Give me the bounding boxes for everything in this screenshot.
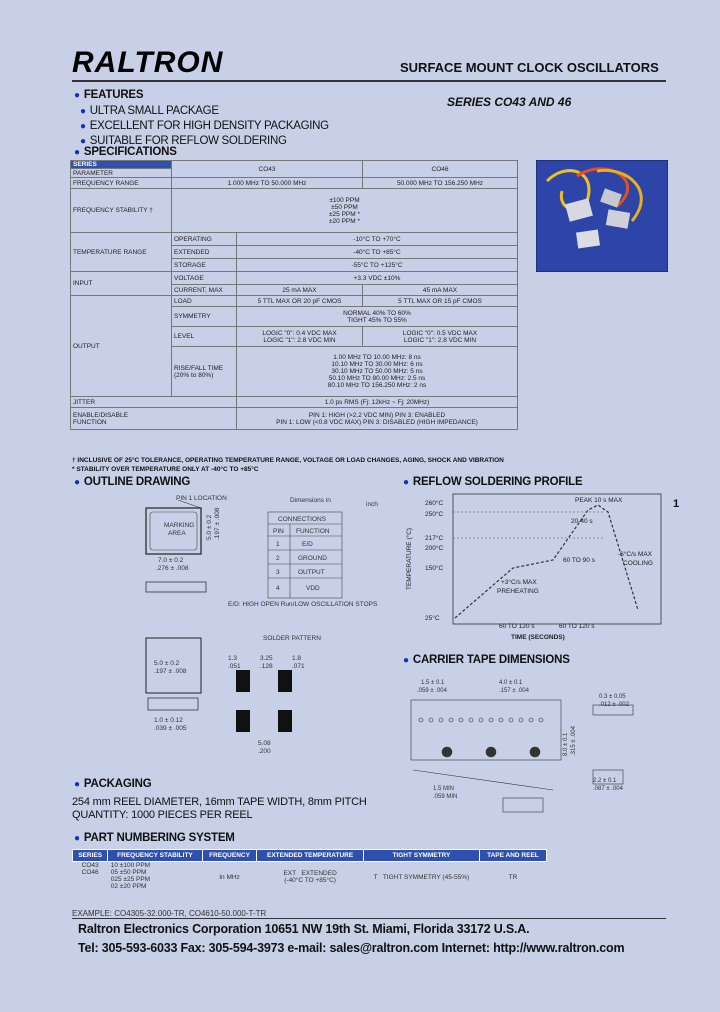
bullet-icon: ● xyxy=(403,477,409,488)
spec-value: PIN 1: HIGH (>2.2 VDC MIN) PIN 3: ENABLED PIN 1: LOW (<0.8 VDC MAX) PIN 3: DISABLED (HIGH IMPEDANCE) xyxy=(237,408,518,430)
pin-number: 1 xyxy=(276,541,280,548)
spec-value: NORMAL 40% TO 60% TIGHT 45% TO 55% xyxy=(237,307,518,327)
sp-bottom: 5.08 xyxy=(258,740,271,747)
reflow-x-label: TIME (SECONDS) xyxy=(511,634,565,641)
reflow-heading: ● REFLOW SOLDERING PROFILE xyxy=(403,476,583,488)
pn-symmetry: T TIGHT SYMMETRY (45-55%) xyxy=(373,874,470,881)
col-co46: CO46 xyxy=(363,161,518,178)
spec-value: 45 mA MAX xyxy=(363,285,518,296)
part-number-example: EXAMPLE: CO4305-32.000-TR, CO4610-50.000-T-TR xyxy=(72,909,267,918)
pin-function: OUTPUT xyxy=(298,569,325,576)
reflow-chart xyxy=(403,490,665,645)
carrier-dim: .059 ± .004 xyxy=(417,688,447,694)
bullet-icon: ● xyxy=(74,90,80,101)
reflow-cool-2: COOLING xyxy=(623,560,653,567)
product-photo-art xyxy=(537,161,667,271)
reflow-preheat-2: PREHEATING xyxy=(497,588,539,595)
spec-sublabel: VOLTAGE xyxy=(172,272,237,285)
bullet-icon: ● xyxy=(74,147,80,158)
carrier-dim: .157 ± .004 xyxy=(499,688,529,694)
dim-bottom-2-inch: .039 ± .005 xyxy=(154,725,187,732)
dim-bottom-side: 5.0 ± 0.2 xyxy=(154,660,180,667)
pin1-location: PIN 1 LOCATION xyxy=(176,495,227,502)
spec-value: LOGIC "0": 0.5 VDC MAX LOGIC "1": 2.8 VDC MIN xyxy=(363,327,518,347)
func-header: FUNCTION xyxy=(296,528,330,535)
sp-bottom-inch: .200 xyxy=(258,748,271,755)
solder-pattern-label: SOLDER PATTERN xyxy=(263,635,321,642)
bullet-icon: ● xyxy=(403,655,409,666)
dims-label: Dimensions in xyxy=(290,497,331,504)
spec-table xyxy=(70,160,518,430)
spec-value: +3.3 VDC ±10% xyxy=(237,272,518,285)
pn-header-tape: TAPE AND REEL xyxy=(479,850,546,862)
sp-dim: 3.25 xyxy=(260,655,273,662)
outline-drawing xyxy=(118,490,398,770)
pin-number: 2 xyxy=(276,555,280,562)
outline-heading: ● OUTLINE DRAWING xyxy=(74,476,191,488)
packaging-heading: ● PACKAGING xyxy=(74,778,152,790)
spec-value: 1.00 MHz TO 10.00 MHz: 8 ns 10.10 MHz TO 30.00 MHz: 6 ns 30.10 MHz TO 50.00 MHz: 5 ns 50.10 MHz TO 80.00 MHz: 2.5 ns 80.10 MHz TO 156.250 MHz: 2 ns xyxy=(237,347,518,397)
spec-value: 5 TTL MAX OR 20 pF CMOS xyxy=(237,296,363,307)
pin-number: 3 xyxy=(276,569,280,576)
spec-value: 1.0 ps RMS (Fj: 12kHz ~ Fj: 20MHz) xyxy=(237,397,518,408)
reflow-t60-120: 60 TO 120 s xyxy=(499,623,535,630)
spec-label: JITTER xyxy=(71,397,237,408)
pin-table-title: CONNECTIONS xyxy=(278,516,327,523)
spec-label: INPUT xyxy=(71,272,172,296)
spec-label: FREQUENCY STABILITY † xyxy=(71,189,172,233)
pin-function: GROUND xyxy=(298,555,327,562)
reflow-tick: 25°C xyxy=(425,615,440,622)
ed-note: E/D: HIGH OPEN Run/LOW OSCILLATION STOPS xyxy=(228,601,378,608)
pn-header-frequency: FREQUENCY xyxy=(202,850,257,862)
footer-contact: Tel: 305-593-6033 Fax: 305-594-3973 e-mail: sales@raltron.com Internet: http://www.raltron.com xyxy=(78,941,625,955)
col-co43: CO43 xyxy=(172,161,363,178)
logo-text: RALTRON xyxy=(72,46,224,79)
part-number-table xyxy=(72,849,547,890)
carrier-heading: ● CARRIER TAPE DIMENSIONS xyxy=(403,654,570,666)
pn-header-series: SERIES xyxy=(73,850,108,862)
pn-ext-temp: EXT EXTENDED (-40°C TO +85°C) xyxy=(283,870,337,884)
features-heading: ● FEATURES xyxy=(74,89,144,101)
raltron-logo xyxy=(72,48,226,78)
spec-sublabel: OPERATING xyxy=(172,233,237,246)
dim-side: 5.0 ± 0.2 xyxy=(206,514,213,540)
packaging-line-1: 254 mm REEL DIAMETER, 16mm TAPE WIDTH, 8mm PITCH xyxy=(72,796,367,808)
feature-item: ● EXCELLENT FOR HIGH DENSITY PACKAGING xyxy=(80,120,329,132)
carrier-dim: 4.0 ± 0.1 xyxy=(499,680,523,686)
page-number: 1 xyxy=(673,498,680,510)
footer-rule xyxy=(72,918,666,919)
reflow-tick: 200°C xyxy=(425,545,444,552)
dim-top-inch: .276 ± .008 xyxy=(156,565,189,572)
bullet-icon: ● xyxy=(74,833,80,844)
carrier-tape-drawing xyxy=(403,670,665,830)
footer-address: Raltron Electronics Corporation 10651 NW 19th St. Miami, Florida 33172 U.S.A. xyxy=(78,922,530,936)
carrier-dim: .315 ± .004 xyxy=(571,726,577,756)
spec-label: TEMPERATURE RANGE xyxy=(71,233,172,272)
pn-series: CO43 CO46 xyxy=(81,862,99,876)
pin-function: VDD xyxy=(306,585,320,592)
spec-value: 50.000 MHz TO 156.250 MHz xyxy=(363,178,518,189)
param-label: PARAMETER xyxy=(71,169,172,178)
spec-label: FREQUENCY RANGE xyxy=(71,178,172,189)
bullet-icon: ● xyxy=(74,477,80,488)
sp-dim: .051 xyxy=(228,663,241,670)
carrier-dim: 2.2 ± 0.1 xyxy=(593,778,617,784)
marking-label-2: AREA xyxy=(168,530,186,537)
carrier-dim: 8.0 ± 0.1 xyxy=(563,732,569,756)
spec-sublabel: LEVEL xyxy=(172,327,237,347)
reflow-t20-40: 20-40 s xyxy=(571,518,593,525)
dim-side-inch: .197 ± .008 xyxy=(214,507,221,540)
marking-label-1: MARKING xyxy=(164,522,195,529)
specs-heading: ● SPECIFICATIONS xyxy=(74,146,177,158)
spec-sublabel: CURRENT, MAX xyxy=(172,285,237,296)
sp-dim: .071 xyxy=(292,663,305,670)
sp-dim: .128 xyxy=(260,663,273,670)
pin-number: 4 xyxy=(276,585,280,592)
pn-tape: TR xyxy=(508,874,518,881)
reflow-peak: PEAK 10 s MAX xyxy=(575,497,623,504)
spec-sublabel: RISE/FALL TIME (20% to 80%) xyxy=(172,347,237,397)
spec-sublabel: STORAGE xyxy=(172,259,237,272)
spec-value: ±100 PPM ±50 PPM ±25 PPM * ±20 PPM * xyxy=(172,189,518,233)
reflow-y-label: TEMPERATURE (°C) xyxy=(406,527,413,590)
series-title: SERIES CO43 AND 46 xyxy=(447,95,572,109)
feature-item: ● ULTRA SMALL PACKAGE xyxy=(80,105,219,117)
pn-header-ext-temp: EXTENDED TEMPERATURE xyxy=(257,850,364,862)
part-numbering-heading: ● PART NUMBERING SYSTEM xyxy=(74,832,235,844)
features-list xyxy=(80,104,329,149)
pn-stability: 10 ±100 PPM 05 ±50 PPM 025 ±25 PPM 02 ±20 PPM xyxy=(110,862,151,890)
pn-header-symmetry: TIGHT SYMMETRY xyxy=(363,850,479,862)
series-label: SERIES xyxy=(71,161,172,169)
carrier-dim: .087 ± .004 xyxy=(593,786,623,792)
reflow-t60-120b: 60 TO 120 s xyxy=(559,623,595,630)
reflow-cool-1: -6°C/s MAX xyxy=(618,551,653,558)
pin-header: PIN xyxy=(273,528,284,535)
spec-label: ENABLE/DISABLE FUNCTION xyxy=(71,408,237,430)
spec-value: -55°C TO +125°C xyxy=(237,259,518,272)
pn-frequency: In MHz xyxy=(219,874,240,881)
spec-value: LOGIC "0": 0.4 VDC MAX LOGIC "1": 2.8 VDC MIN xyxy=(237,327,363,347)
sp-dim: 1.8 xyxy=(292,655,302,662)
spec-label: OUTPUT xyxy=(71,296,172,397)
dim-top: 7.0 ± 0.2 xyxy=(158,557,184,564)
spec-note-2: * STABILITY OVER TEMPERATURE ONLY AT -40°C TO +85°C xyxy=(72,466,259,473)
carrier-dim: 0.3 ± 0.05 xyxy=(599,694,626,700)
spec-sublabel: SYMMETRY xyxy=(172,307,237,327)
spec-value: 5 TTL MAX OR 15 pF CMOS xyxy=(363,296,518,307)
bullet-icon: ● xyxy=(74,779,80,790)
carrier-dim: 1.5 MIN xyxy=(433,786,455,792)
spec-value: 25 mA MAX xyxy=(237,285,363,296)
spec-sublabel: LOAD xyxy=(172,296,237,307)
dim-bottom-2: 1.0 ± 0.12 xyxy=(154,717,183,724)
page-title: SURFACE MOUNT CLOCK OSCILLATORS xyxy=(400,60,659,75)
packaging-line-2: QUANTITY: 1000 PIECES PER REEL xyxy=(72,809,253,821)
reflow-tick: 150°C xyxy=(425,565,444,572)
spec-value: -10°C TO +70°C xyxy=(237,233,518,246)
header-rule xyxy=(72,80,666,82)
feature-item: ● SUITABLE FOR REFLOW SOLDERING xyxy=(80,135,287,147)
carrier-dim: .012 ± .002 xyxy=(599,702,629,708)
spec-value: 1.000 MHz TO 50.000 MHz xyxy=(172,178,363,189)
reflow-t60-90: 60 TO 90 s xyxy=(563,557,595,564)
sp-dim: 1.3 xyxy=(228,655,238,662)
spec-sublabel: EXTENDED xyxy=(172,246,237,259)
pin-function: E/D xyxy=(302,541,313,548)
dim-bottom-side-inch: .197 ± .008 xyxy=(154,668,187,675)
reflow-preheat-1: +3°C/s MAX xyxy=(501,579,537,586)
reflow-tick: 217°C xyxy=(425,535,444,542)
reflow-tick: 260°C xyxy=(425,500,444,507)
carrier-dim: .059 MIN xyxy=(433,794,458,800)
spec-note-1: † INCLUSIVE OF 25°C TOLERANCE, OPERATING TEMPERATURE RANGE, VOLTAGE OR LOAD CHANGES, AGING, SHOCK AND VIBRATION xyxy=(72,457,504,464)
product-photo xyxy=(536,160,668,272)
reflow-tick: 250°C xyxy=(425,511,444,518)
dims-unit: inch xyxy=(366,501,378,508)
pn-header-stability: FREQUENCY STABILITY xyxy=(108,850,202,862)
spec-value: -40°C TO +85°C xyxy=(237,246,518,259)
carrier-dim: 1.5 ± 0.1 xyxy=(421,680,445,686)
